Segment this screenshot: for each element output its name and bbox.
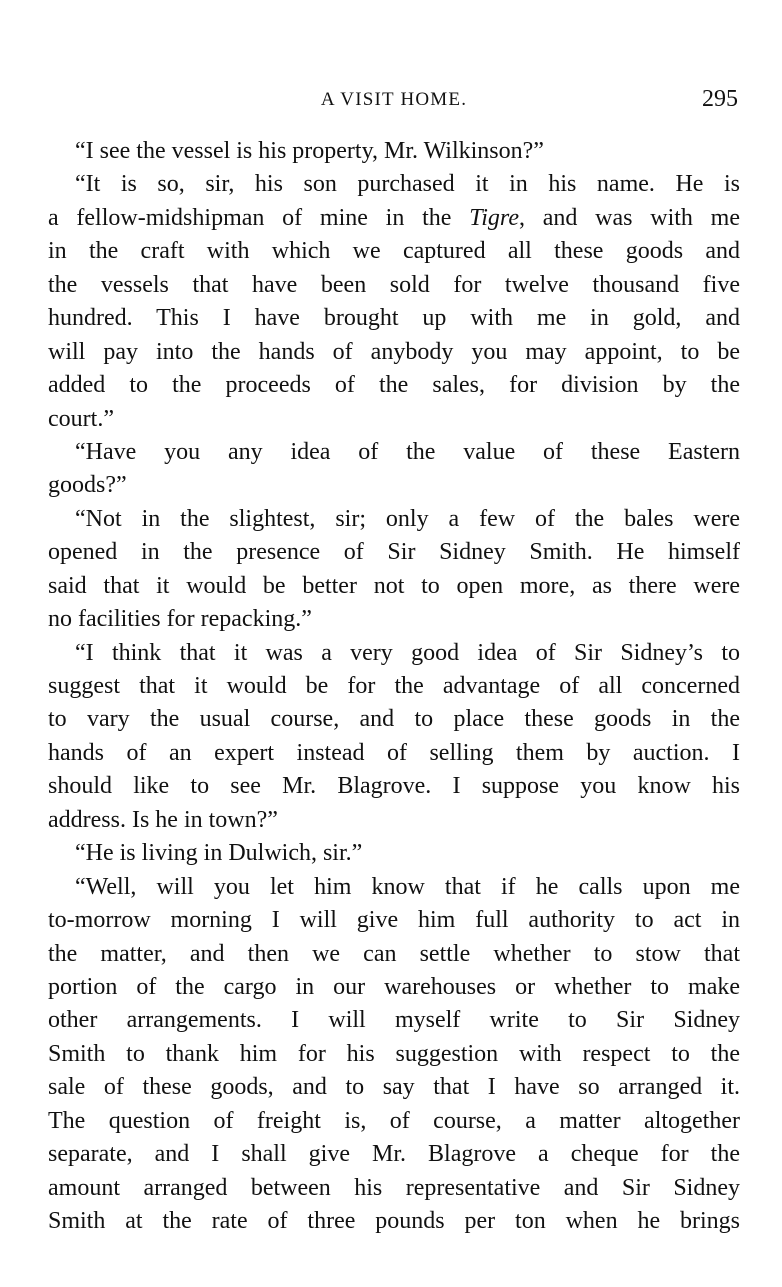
- text-segment: a fellow-midshipman of mine in the: [48, 204, 470, 231]
- text-line: hundred. This I have brought up with me in gold, and: [48, 305, 740, 332]
- text-line: hands of an expert instead of selling them by auction. I: [48, 739, 740, 766]
- text-line: “I see the vessel is his property, Mr. Wilkinson?”: [75, 138, 544, 164]
- text-line: amount arranged between his representative and Sir Sidney: [48, 1174, 740, 1201]
- page-number: 295: [702, 86, 738, 112]
- text-line: portion of the cargo in our warehouses or whether to make: [48, 973, 740, 1000]
- text-line: address. Is he in town?”: [48, 806, 278, 833]
- text-line: “Not in the slightest, sir; only a few of the bales were: [75, 505, 740, 532]
- page-header: [48, 86, 740, 116]
- text-line: separate, and I shall give Mr. Blagrove a cheque for the: [48, 1141, 740, 1168]
- text-line: The question of freight is, of course, a matter altogether: [48, 1107, 740, 1134]
- text-line: the vessels that have been sold for twelve thousand five: [48, 271, 740, 298]
- text-line: [48, 202, 740, 235]
- text-line: in the craft with which we captured all these goods and: [48, 238, 740, 265]
- text-segment: , and was with me: [518, 204, 740, 231]
- text-line: will pay into the hands of anybody you may appoint, to be: [48, 338, 740, 365]
- text-line: sale of these goods, and to say that I have so arranged it.: [48, 1074, 740, 1101]
- text-line: opened in the presence of Sir Sidney Smith. He himself: [48, 539, 740, 566]
- text-line: “It is so, sir, his son purchased it in his name. He is: [75, 171, 740, 198]
- text-line: goods?”: [48, 472, 127, 499]
- text-line: “Well, will you let him know that if he calls upon me: [75, 873, 740, 900]
- text-line: to-morrow morning I will give him full authority to act in: [48, 907, 740, 934]
- ship-name-italic: Tigre: [469, 204, 519, 231]
- text-line: other arrangements. I will myself write to Sir Sidney: [48, 1007, 740, 1034]
- text-line: “Have you any idea of the value of these Eastern: [75, 438, 740, 465]
- text-line: suggest that it would be for the advantage of all concerned: [48, 673, 740, 699]
- text-line: no facilities for repacking.”: [48, 606, 312, 633]
- text-line: “He is living in Dulwich, sir.”: [75, 840, 363, 867]
- text-line: added to the proceeds of the sales, for division by the: [48, 372, 740, 399]
- text-line: to vary the usual course, and to place these goods in the: [48, 706, 740, 733]
- running-head: A VISIT HOME.: [320, 89, 468, 110]
- text-line: court.”: [48, 405, 114, 432]
- text-line: Smith to thank him for his suggestion with respect to the: [48, 1040, 740, 1067]
- text-line: the matter, and then we can settle whether to stow that: [48, 940, 740, 967]
- text-line: Smith at the rate of three pounds per ton when he brings: [48, 1208, 740, 1234]
- text-line: should like to see Mr. Blagrove. I suppose you know his: [48, 773, 740, 800]
- text-line: “I think that it was a very good idea of Sir Sidney’s to: [75, 639, 740, 666]
- text-line: said that it would be better not to open more, as there were: [48, 572, 740, 599]
- body-text: [48, 135, 740, 1238]
